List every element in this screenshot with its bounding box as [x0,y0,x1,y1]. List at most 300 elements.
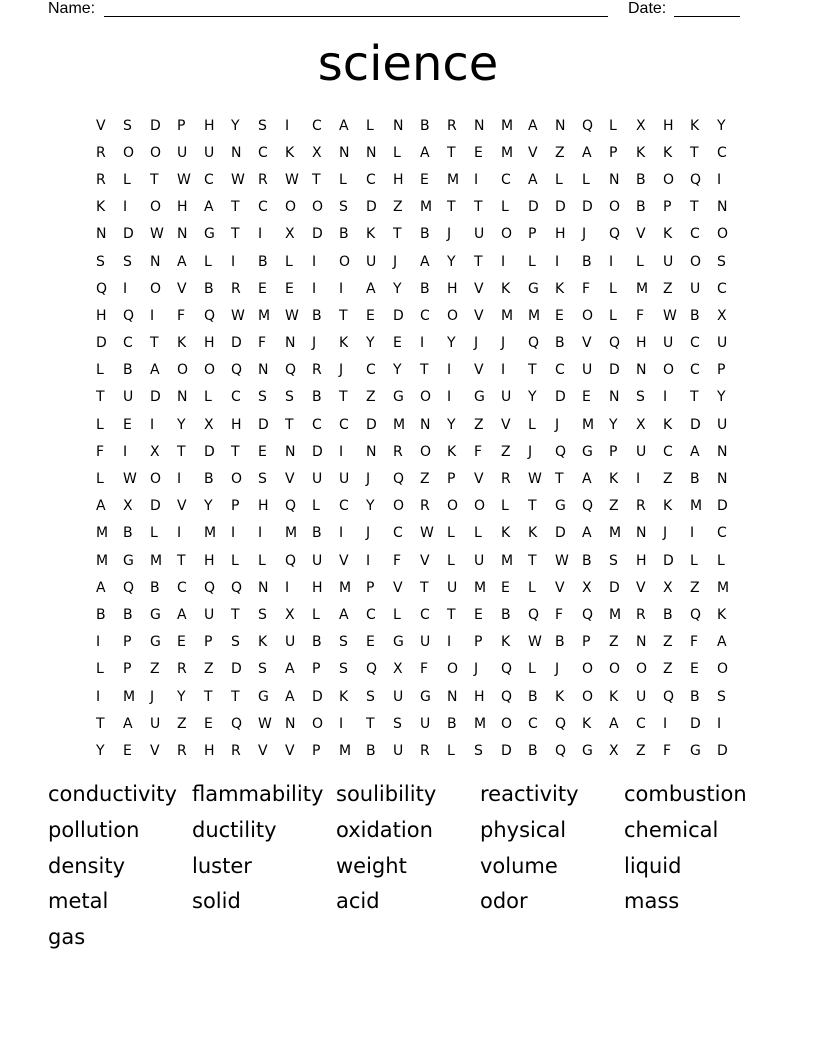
grid-letter[interactable]: M [96,525,109,542]
grid-letter[interactable]: Z [204,661,214,678]
grid-letter[interactable]: V [474,307,484,324]
grid-letter[interactable]: F [177,307,186,324]
grid-letter[interactable]: H [447,280,458,297]
grid-letter[interactable]: J [582,226,587,243]
grid-letter[interactable]: V [474,471,484,488]
grid-letter[interactable]: Q [690,171,702,188]
grid-letter[interactable]: O [177,362,189,379]
grid-letter[interactable]: L [528,416,536,433]
grid-letter[interactable]: T [528,498,537,515]
grid-letter[interactable]: L [204,253,212,270]
grid-letter[interactable]: Q [501,661,513,678]
grid-letter[interactable]: A [285,688,295,705]
grid-letter[interactable]: D [204,443,215,460]
grid-letter[interactable]: D [312,226,323,243]
grid-letter[interactable]: A [204,199,214,216]
grid-letter[interactable]: X [312,144,322,161]
grid-letter[interactable]: R [177,742,187,759]
grid-letter[interactable]: T [231,688,240,705]
grid-letter[interactable]: A [177,606,187,623]
grid-letter[interactable]: I [366,552,371,569]
grid-letter[interactable]: C [420,307,430,324]
grid-letter[interactable]: X [717,307,727,324]
grid-letter[interactable]: V [258,742,268,759]
grid-letter[interactable]: B [636,199,646,216]
grid-letter[interactable]: R [393,443,403,460]
grid-letter[interactable]: I [150,307,155,324]
grid-letter[interactable]: O [609,661,621,678]
grid-letter[interactable]: E [204,715,213,732]
grid-letter[interactable]: S [717,688,726,705]
grid-letter[interactable]: K [528,525,538,542]
grid-letter[interactable]: O [582,688,594,705]
grid-letter[interactable]: U [285,634,296,651]
grid-letter[interactable]: V [501,416,511,433]
grid-letter[interactable]: R [636,498,646,515]
grid-letter[interactable]: Q [528,335,540,352]
grid-letter[interactable]: I [177,525,182,542]
grid-letter[interactable]: L [123,171,131,188]
grid-letter[interactable]: A [123,715,133,732]
grid-letter[interactable]: M [474,579,487,596]
grid-letter[interactable]: M [636,280,649,297]
grid-letter[interactable]: S [339,199,348,216]
grid-letter[interactable]: N [636,362,647,379]
grid-letter[interactable]: Y [366,498,375,515]
grid-letter[interactable]: J [339,362,344,379]
grid-letter[interactable]: D [231,335,242,352]
grid-letter[interactable]: V [150,742,160,759]
grid-letter[interactable]: D [123,226,134,243]
grid-letter[interactable]: S [258,389,267,406]
grid-letter[interactable]: I [555,253,560,270]
grid-letter[interactable]: W [231,307,245,324]
grid-letter[interactable]: N [150,253,161,270]
grid-letter[interactable]: L [501,498,509,515]
grid-letter[interactable]: S [96,253,105,270]
grid-letter[interactable]: L [528,579,536,596]
grid-letter[interactable]: I [420,335,425,352]
grid-letter[interactable]: C [204,171,214,188]
grid-letter[interactable]: B [339,226,349,243]
grid-letter[interactable]: E [474,144,483,161]
grid-letter[interactable]: M [690,498,703,515]
grid-letter[interactable]: G [474,389,485,406]
grid-letter[interactable]: T [447,144,456,161]
grid-letter[interactable]: I [123,443,128,460]
grid-letter[interactable]: D [609,362,620,379]
grid-letter[interactable]: D [231,661,242,678]
grid-letter[interactable]: E [582,389,591,406]
grid-letter[interactable]: B [690,307,700,324]
grid-letter[interactable]: S [717,253,726,270]
grid-letter[interactable]: B [204,471,214,488]
grid-letter[interactable]: Q [366,661,378,678]
grid-letter[interactable]: C [717,525,727,542]
grid-letter[interactable]: Z [663,634,673,651]
grid-letter[interactable]: T [420,362,429,379]
grid-letter[interactable]: K [582,715,592,732]
grid-letter[interactable]: H [393,171,404,188]
grid-letter[interactable]: U [204,144,215,161]
grid-letter[interactable]: I [447,634,452,651]
grid-letter[interactable]: T [231,606,240,623]
grid-letter[interactable]: C [366,606,376,623]
grid-letter[interactable]: B [528,688,538,705]
grid-letter[interactable]: D [663,552,674,569]
grid-letter[interactable]: L [447,552,455,569]
grid-letter[interactable]: G [150,606,161,623]
grid-letter[interactable]: Q [690,606,702,623]
grid-letter[interactable]: P [717,362,726,379]
grid-letter[interactable]: F [420,661,429,678]
grid-letter[interactable]: M [123,688,136,705]
grid-letter[interactable]: Z [663,280,673,297]
grid-letter[interactable]: S [636,389,645,406]
grid-letter[interactable]: O [663,362,675,379]
grid-letter[interactable]: J [474,335,479,352]
grid-letter[interactable]: T [690,199,699,216]
grid-letter[interactable]: J [366,525,371,542]
grid-letter[interactable]: Q [204,307,216,324]
grid-letter[interactable]: I [717,715,722,732]
grid-letter[interactable]: Q [582,606,594,623]
grid-letter[interactable]: I [312,280,317,297]
grid-letter[interactable]: Q [123,307,135,324]
grid-letter[interactable]: Y [177,416,186,433]
grid-letter[interactable]: T [366,715,375,732]
grid-letter[interactable]: K [501,280,511,297]
grid-letter[interactable]: D [312,688,323,705]
grid-letter[interactable]: F [663,742,672,759]
grid-letter[interactable]: G [393,389,404,406]
grid-letter[interactable]: K [177,335,187,352]
grid-letter[interactable]: O [231,471,243,488]
grid-letter[interactable]: I [339,715,344,732]
grid-letter[interactable]: D [150,498,161,515]
grid-letter[interactable]: C [690,226,700,243]
grid-letter[interactable]: C [312,117,322,134]
grid-letter[interactable]: Z [150,661,160,678]
grid-letter[interactable]: D [366,199,377,216]
grid-letter[interactable]: Z [636,742,646,759]
grid-letter[interactable]: Q [285,498,297,515]
grid-letter[interactable]: S [258,471,267,488]
grid-letter[interactable]: L [96,416,104,433]
grid-letter[interactable]: I [663,715,668,732]
grid-letter[interactable]: N [258,362,269,379]
grid-letter[interactable]: D [258,416,269,433]
grid-letter[interactable]: J [501,335,506,352]
grid-letter[interactable]: M [150,552,163,569]
grid-letter[interactable]: B [150,579,160,596]
grid-letter[interactable]: I [96,634,101,651]
grid-letter[interactable]: A [339,606,349,623]
grid-letter[interactable]: G [582,742,593,759]
grid-letter[interactable]: S [609,552,618,569]
grid-letter[interactable]: U [312,471,323,488]
grid-letter[interactable]: N [609,171,620,188]
grid-letter[interactable]: V [636,579,646,596]
grid-letter[interactable]: X [636,117,646,134]
grid-letter[interactable]: K [96,199,106,216]
grid-letter[interactable]: A [420,144,430,161]
grid-letter[interactable]: Q [96,280,108,297]
grid-letter[interactable]: F [393,552,402,569]
grid-letter[interactable]: A [96,498,106,515]
grid-letter[interactable]: V [96,117,106,134]
grid-letter[interactable]: P [474,634,483,651]
grid-letter[interactable]: I [474,171,479,188]
grid-letter[interactable]: B [447,715,457,732]
grid-letter[interactable]: K [501,634,511,651]
grid-letter[interactable]: R [420,742,430,759]
grid-letter[interactable]: R [501,471,511,488]
grid-letter[interactable]: U [420,634,431,651]
grid-letter[interactable]: J [393,253,398,270]
grid-letter[interactable]: Y [447,416,456,433]
grid-letter[interactable]: K [663,226,673,243]
grid-letter[interactable]: O [420,389,432,406]
grid-letter[interactable]: N [231,144,242,161]
grid-letter[interactable]: L [312,606,320,623]
grid-letter[interactable]: I [339,443,344,460]
grid-letter[interactable]: S [123,117,132,134]
grid-letter[interactable]: O [501,226,513,243]
grid-letter[interactable]: N [366,144,377,161]
grid-letter[interactable]: K [555,688,565,705]
grid-letter[interactable]: O [312,199,324,216]
grid-letter[interactable]: W [420,525,434,542]
grid-letter[interactable]: D [312,443,323,460]
grid-letter[interactable]: O [582,661,594,678]
grid-letter[interactable]: K [609,688,619,705]
grid-letter[interactable]: L [96,471,104,488]
grid-letter[interactable]: B [312,389,322,406]
grid-letter[interactable]: H [204,552,215,569]
grid-letter[interactable]: U [474,226,485,243]
grid-letter[interactable]: F [582,280,591,297]
grid-letter[interactable]: M [96,552,109,569]
grid-letter[interactable]: U [582,362,593,379]
grid-letter[interactable]: K [366,226,376,243]
grid-letter[interactable]: K [690,117,700,134]
grid-letter[interactable]: S [123,253,132,270]
grid-letter[interactable]: H [636,552,647,569]
grid-letter[interactable]: H [474,688,485,705]
grid-letter[interactable]: X [609,742,619,759]
grid-letter[interactable]: S [258,117,267,134]
grid-letter[interactable]: T [690,144,699,161]
name-blank-line[interactable] [104,16,608,17]
grid-letter[interactable]: C [312,416,322,433]
grid-letter[interactable]: U [717,416,728,433]
grid-letter[interactable]: L [582,171,590,188]
grid-letter[interactable]: V [177,498,187,515]
grid-letter[interactable]: U [636,443,647,460]
date-blank-line[interactable] [674,16,740,17]
grid-letter[interactable]: C [663,443,673,460]
grid-letter[interactable]: H [177,199,188,216]
grid-letter[interactable]: P [312,742,321,759]
grid-letter[interactable]: D [690,715,701,732]
grid-letter[interactable]: C [258,144,268,161]
grid-letter[interactable]: L [366,117,374,134]
grid-letter[interactable]: M [393,416,406,433]
grid-letter[interactable]: Z [690,579,700,596]
grid-letter[interactable]: W [663,307,677,324]
grid-letter[interactable]: D [690,416,701,433]
grid-letter[interactable]: C [123,335,133,352]
grid-letter[interactable]: D [96,335,107,352]
grid-letter[interactable]: X [636,416,646,433]
grid-letter[interactable]: P [177,117,186,134]
grid-letter[interactable]: J [555,661,560,678]
grid-letter[interactable]: T [231,443,240,460]
grid-letter[interactable]: T [96,715,105,732]
grid-letter[interactable]: I [177,471,182,488]
grid-letter[interactable]: U [177,144,188,161]
grid-letter[interactable]: E [258,443,267,460]
grid-letter[interactable]: O [312,715,324,732]
grid-letter[interactable]: R [258,171,268,188]
grid-letter[interactable]: L [96,661,104,678]
grid-letter[interactable]: J [555,416,560,433]
grid-letter[interactable]: I [150,416,155,433]
grid-letter[interactable]: G [123,552,134,569]
grid-letter[interactable]: E [123,742,132,759]
grid-letter[interactable]: B [312,307,322,324]
grid-letter[interactable]: Y [717,117,726,134]
grid-letter[interactable]: T [177,443,186,460]
grid-letter[interactable]: K [447,443,457,460]
grid-letter[interactable]: V [339,552,349,569]
grid-letter[interactable]: T [231,226,240,243]
grid-letter[interactable]: J [663,525,668,542]
grid-letter[interactable]: G [258,688,269,705]
grid-letter[interactable]: P [609,144,618,161]
grid-letter[interactable]: I [609,253,614,270]
grid-letter[interactable]: L [393,144,401,161]
grid-letter[interactable]: O [204,362,216,379]
grid-letter[interactable]: H [204,117,215,134]
grid-letter[interactable]: C [393,525,403,542]
grid-letter[interactable]: Y [528,389,537,406]
grid-letter[interactable]: U [393,742,404,759]
grid-letter[interactable]: P [663,199,672,216]
grid-letter[interactable]: A [582,525,592,542]
grid-letter[interactable]: M [474,715,487,732]
grid-letter[interactable]: I [447,362,452,379]
grid-letter[interactable]: Q [528,606,540,623]
grid-letter[interactable]: L [150,525,158,542]
grid-letter[interactable]: T [339,307,348,324]
grid-letter[interactable]: N [177,389,188,406]
grid-letter[interactable]: U [420,715,431,732]
grid-letter[interactable]: Y [447,253,456,270]
grid-letter[interactable]: V [420,552,430,569]
grid-letter[interactable]: B [96,606,106,623]
grid-letter[interactable]: B [663,606,673,623]
grid-letter[interactable]: M [339,742,352,759]
grid-letter[interactable]: Q [231,715,243,732]
grid-letter[interactable]: Q [582,498,594,515]
grid-letter[interactable]: L [528,253,536,270]
grid-letter[interactable]: J [447,226,452,243]
grid-letter[interactable]: N [447,688,458,705]
grid-letter[interactable]: O [717,661,729,678]
grid-letter[interactable]: L [285,253,293,270]
grid-letter[interactable]: F [636,307,645,324]
grid-letter[interactable]: L [231,552,239,569]
grid-letter[interactable]: Q [285,362,297,379]
grid-letter[interactable]: X [285,226,295,243]
grid-letter[interactable]: E [555,307,564,324]
grid-letter[interactable]: V [285,742,295,759]
grid-letter[interactable]: L [609,117,617,134]
grid-letter[interactable]: E [501,579,510,596]
grid-letter[interactable]: Z [177,715,187,732]
grid-letter[interactable]: T [555,471,564,488]
grid-letter[interactable]: I [285,117,290,134]
grid-letter[interactable]: S [285,389,294,406]
grid-letter[interactable]: Y [96,742,105,759]
grid-letter[interactable]: P [312,661,321,678]
grid-letter[interactable]: F [96,443,105,460]
grid-letter[interactable]: U [663,335,674,352]
grid-letter[interactable]: L [204,389,212,406]
grid-letter[interactable]: A [609,715,619,732]
grid-letter[interactable]: W [528,471,542,488]
grid-letter[interactable]: I [339,280,344,297]
grid-letter[interactable]: M [609,525,622,542]
grid-letter[interactable]: O [690,253,702,270]
grid-letter[interactable]: H [312,579,323,596]
grid-letter[interactable]: K [636,144,646,161]
grid-letter[interactable]: E [366,634,375,651]
grid-letter[interactable]: K [339,335,349,352]
grid-letter[interactable]: M [285,525,298,542]
grid-letter[interactable]: N [366,443,377,460]
grid-letter[interactable]: U [204,606,215,623]
grid-letter[interactable]: O [420,443,432,460]
grid-letter[interactable]: C [366,362,376,379]
grid-letter[interactable]: M [717,579,730,596]
grid-letter[interactable]: Q [555,742,567,759]
grid-letter[interactable]: U [366,253,377,270]
grid-letter[interactable]: C [690,362,700,379]
grid-letter[interactable]: V [555,579,565,596]
grid-letter[interactable]: B [555,634,565,651]
grid-letter[interactable]: N [717,443,728,460]
grid-letter[interactable]: Z [474,416,484,433]
grid-letter[interactable]: T [150,335,159,352]
grid-letter[interactable]: U [690,280,701,297]
grid-letter[interactable]: F [555,606,564,623]
grid-letter[interactable]: L [609,307,617,324]
grid-letter[interactable]: Y [609,416,618,433]
grid-letter[interactable]: Z [609,498,619,515]
grid-letter[interactable]: Z [393,199,403,216]
grid-letter[interactable]: M [501,307,514,324]
grid-letter[interactable]: P [528,226,537,243]
grid-letter[interactable]: T [447,606,456,623]
grid-letter[interactable]: H [96,307,107,324]
grid-letter[interactable]: E [123,416,132,433]
grid-letter[interactable]: C [420,606,430,623]
grid-letter[interactable]: L [339,171,347,188]
grid-letter[interactable]: T [204,688,213,705]
